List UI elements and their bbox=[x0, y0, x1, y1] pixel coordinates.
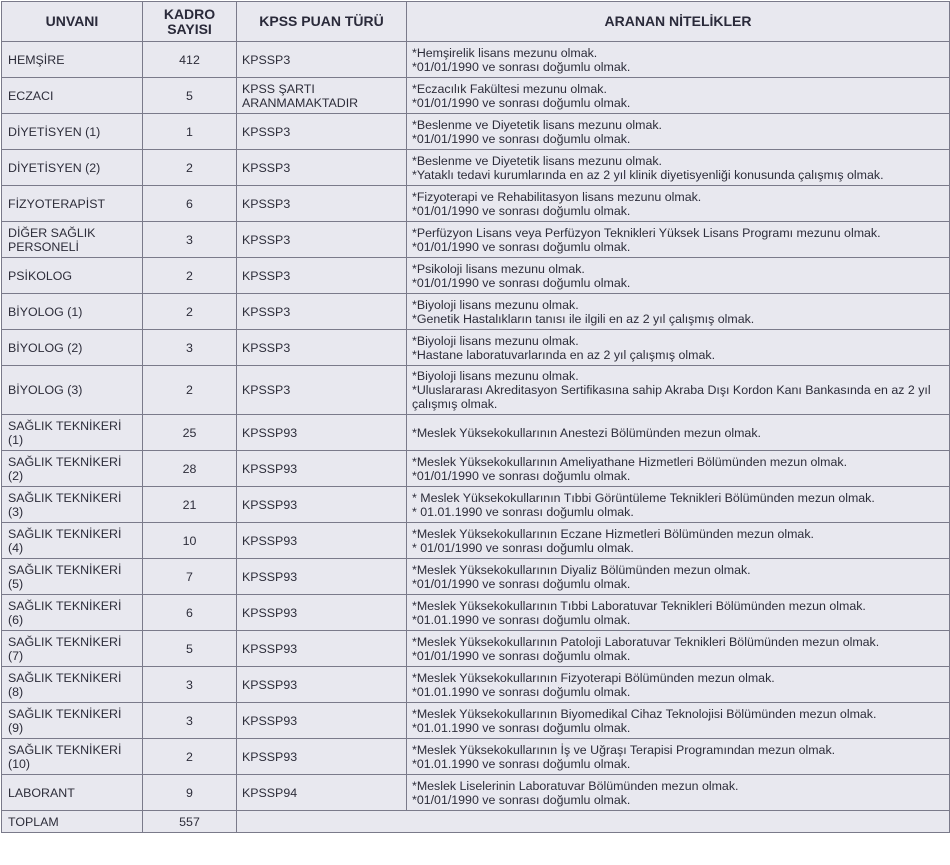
cell-count: 6 bbox=[143, 186, 237, 222]
qualification-line: *01/01/1990 ve sonrası doğumlu olmak. bbox=[412, 792, 631, 807]
table-row bbox=[2, 258, 950, 294]
cell-count: 3 bbox=[143, 330, 237, 366]
cell-kpss: KPSSP93 bbox=[237, 523, 407, 559]
table-row bbox=[2, 667, 950, 703]
qualification-line: *01/01/1990 ve sonrası doğumlu olmak. bbox=[412, 59, 631, 74]
cell-title: DİĞER SAĞLIK PERSONELİ bbox=[2, 222, 143, 258]
cell-title: HEMŞİRE bbox=[2, 42, 143, 78]
cell-count: 6 bbox=[143, 595, 237, 631]
qualification-line: *Meslek Yüksekokullarının İş ve Uğraşı Terapisi Programından mezun olmak. bbox=[412, 742, 836, 757]
qualification-line: *Meslek Yüksekokullarının Ameliyathane Hizmetleri Bölümünden mezun olmak. bbox=[412, 454, 848, 469]
cell-kpss: KPSSP93 bbox=[237, 739, 407, 775]
cell-count: 9 bbox=[143, 775, 237, 811]
positions-table bbox=[1, 1, 950, 833]
qualification-line: *Meslek Yüksekokullarının Biyomedikal Cihaz Teknolojisi Bölümünden mezun olmak. bbox=[412, 706, 877, 721]
total-row bbox=[2, 811, 950, 833]
cell-kpss: KPSSP93 bbox=[237, 595, 407, 631]
cell-qualifications bbox=[407, 78, 950, 114]
qualification-line: *01/01/1990 ve sonrası doğumlu olmak. bbox=[412, 648, 631, 663]
qualification-line: *Uluslararası Akreditasyon Sertifikasına sahip Akraba Dışı Kordon Kanı Bankasında en az 2 yıl çalışmış olmak. bbox=[412, 383, 931, 411]
qualification-line: *Beslenme ve Diyetetik lisans mezunu olmak. bbox=[412, 117, 662, 132]
cell-qualifications bbox=[407, 667, 950, 703]
cell-title: BİYOLOG (3) bbox=[2, 366, 143, 415]
cell-title: SAĞLIK TEKNİKERİ (1) bbox=[2, 415, 143, 451]
qualification-line: *01/01/1990 ve sonrası doğumlu olmak. bbox=[412, 468, 631, 483]
header-kpss: KPSS PUAN TÜRÜ bbox=[237, 2, 407, 42]
qualification-line: *01/01/1990 ve sonrası doğumlu olmak. bbox=[412, 275, 631, 290]
cell-count: 7 bbox=[143, 559, 237, 595]
cell-title: PSİKOLOG bbox=[2, 258, 143, 294]
qualification-line: *Genetik Hastalıkların tanısı ile ilgili en az 2 yıl çalışmış olmak. bbox=[412, 311, 755, 326]
qualification-line: *01/01/1990 ve sonrası doğumlu olmak. bbox=[412, 203, 631, 218]
cell-count: 412 bbox=[143, 42, 237, 78]
qualification-line: *Meslek Yüksekokullarının Diyaliz Bölümünden mezun olmak. bbox=[412, 562, 751, 577]
cell-kpss: KPSSP3 bbox=[237, 330, 407, 366]
cell-qualifications bbox=[407, 415, 950, 451]
table-row bbox=[2, 415, 950, 451]
table-row bbox=[2, 222, 950, 258]
cell-kpss: KPSSP3 bbox=[237, 258, 407, 294]
qualification-line: *Psikoloji lisans mezunu olmak. bbox=[412, 261, 585, 276]
cell-title: DİYETİSYEN (1) bbox=[2, 114, 143, 150]
cell-kpss: KPSS ŞARTI ARANMAMAKTADIR bbox=[237, 78, 407, 114]
cell-qualifications bbox=[407, 222, 950, 258]
cell-count: 2 bbox=[143, 294, 237, 330]
cell-title: SAĞLIK TEKNİKERİ (8) bbox=[2, 667, 143, 703]
cell-kpss: KPSSP3 bbox=[237, 150, 407, 186]
cell-qualifications bbox=[407, 595, 950, 631]
cell-kpss: KPSSP93 bbox=[237, 667, 407, 703]
cell-count: 5 bbox=[143, 631, 237, 667]
cell-qualifications bbox=[407, 703, 950, 739]
table-row bbox=[2, 186, 950, 222]
cell-qualifications bbox=[407, 487, 950, 523]
cell-count: 3 bbox=[143, 703, 237, 739]
table-row bbox=[2, 294, 950, 330]
table-row bbox=[2, 487, 950, 523]
cell-count: 2 bbox=[143, 150, 237, 186]
cell-title: SAĞLIK TEKNİKERİ (3) bbox=[2, 487, 143, 523]
cell-qualifications bbox=[407, 258, 950, 294]
cell-qualifications bbox=[407, 451, 950, 487]
cell-count: 21 bbox=[143, 487, 237, 523]
cell-kpss: KPSSP93 bbox=[237, 415, 407, 451]
qualification-line: *Hemşirelik lisans mezunu olmak. bbox=[412, 45, 598, 60]
table-row bbox=[2, 451, 950, 487]
header-title: UNVANI bbox=[2, 2, 143, 42]
cell-title: SAĞLIK TEKNİKERİ (5) bbox=[2, 559, 143, 595]
cell-qualifications bbox=[407, 523, 950, 559]
cell-count: 28 bbox=[143, 451, 237, 487]
cell-qualifications bbox=[407, 775, 950, 811]
cell-count: 25 bbox=[143, 415, 237, 451]
cell-qualifications bbox=[407, 114, 950, 150]
table-row bbox=[2, 739, 950, 775]
qualification-line: *01.01.1990 ve sonrası doğumlu olmak. bbox=[412, 612, 631, 627]
header-qualifications: ARANAN NİTELİKLER bbox=[407, 2, 950, 42]
qualification-line: *Meslek Yüksekokullarının Tıbbi Laboratuvar Teknikleri Bölümünden mezun olmak. bbox=[412, 598, 866, 613]
qualification-line: *Meslek Yüksekokullarının Anestezi Bölümünden mezun olmak. bbox=[412, 425, 761, 440]
header-count: KADRO SAYISI bbox=[143, 2, 237, 42]
qualification-line: *Yataklı tedavi kurumlarında en az 2 yıl klinik diyetisyenliği konusunda çalışmış olmak. bbox=[412, 167, 884, 182]
total-count: 557 bbox=[143, 811, 237, 833]
cell-qualifications bbox=[407, 186, 950, 222]
table-row bbox=[2, 703, 950, 739]
qualification-line: *Hastane laboratuvarlarında en az 2 yıl çalışmış olmak. bbox=[412, 347, 716, 362]
cell-count: 2 bbox=[143, 366, 237, 415]
cell-kpss: KPSSP3 bbox=[237, 114, 407, 150]
table-row bbox=[2, 523, 950, 559]
qualification-line: *Biyoloji lisans mezunu olmak. bbox=[412, 297, 579, 312]
cell-title: DİYETİSYEN (2) bbox=[2, 150, 143, 186]
cell-kpss: KPSSP93 bbox=[237, 487, 407, 523]
cell-qualifications bbox=[407, 150, 950, 186]
qualification-line: *Biyoloji lisans mezunu olmak. bbox=[412, 369, 579, 383]
cell-title: ECZACI bbox=[2, 78, 143, 114]
table-row bbox=[2, 150, 950, 186]
cell-kpss: KPSSP3 bbox=[237, 294, 407, 330]
qualification-line: *Meslek Liselerinin Laboratuvar Bölümünden mezun olmak. bbox=[412, 778, 739, 793]
cell-qualifications bbox=[407, 559, 950, 595]
cell-title: SAĞLIK TEKNİKERİ (9) bbox=[2, 703, 143, 739]
table-row bbox=[2, 631, 950, 667]
cell-kpss: KPSSP3 bbox=[237, 42, 407, 78]
cell-count: 1 bbox=[143, 114, 237, 150]
qualification-line: *Meslek Yüksekokullarının Patoloji Laboratuvar Teknikleri Bölümünden mezun olmak. bbox=[412, 634, 880, 649]
table-row bbox=[2, 42, 950, 78]
table-row bbox=[2, 775, 950, 811]
cell-qualifications bbox=[407, 631, 950, 667]
cell-kpss: KPSSP3 bbox=[237, 222, 407, 258]
cell-kpss: KPSSP3 bbox=[237, 366, 407, 415]
qualification-line: *Eczacılık Fakültesi mezunu olmak. bbox=[412, 81, 607, 96]
cell-qualifications bbox=[407, 366, 950, 415]
qualification-line: * 01.01.1990 ve sonrası doğumlu olmak. bbox=[412, 504, 634, 519]
cell-title: BİYOLOG (1) bbox=[2, 294, 143, 330]
cell-title: SAĞLIK TEKNİKERİ (10) bbox=[2, 739, 143, 775]
table-row bbox=[2, 114, 950, 150]
cell-count: 5 bbox=[143, 78, 237, 114]
cell-title: LABORANT bbox=[2, 775, 143, 811]
cell-title: SAĞLIK TEKNİKERİ (6) bbox=[2, 595, 143, 631]
cell-title: SAĞLIK TEKNİKERİ (7) bbox=[2, 631, 143, 667]
qualification-line: * Meslek Yüksekokullarının Tıbbi Görüntüleme Teknikleri Bölümünden mezun olmak. bbox=[412, 490, 875, 505]
qualification-line: *01.01.1990 ve sonrası doğumlu olmak. bbox=[412, 756, 631, 771]
cell-title: SAĞLIK TEKNİKERİ (2) bbox=[2, 451, 143, 487]
qualification-line: *Fizyoterapi ve Rehabilitasyon lisans mezunu olmak. bbox=[412, 189, 702, 204]
qualification-line: *Beslenme ve Diyetetik lisans mezunu olmak. bbox=[412, 153, 662, 168]
cell-qualifications bbox=[407, 294, 950, 330]
qualification-line: *01.01.1990 ve sonrası doğumlu olmak. bbox=[412, 720, 631, 735]
qualification-line: *Meslek Yüksekokullarının Eczane Hizmetleri Bölümünden mezun olmak. bbox=[412, 526, 814, 541]
qualification-line: *01/01/1990 ve sonrası doğumlu olmak. bbox=[412, 131, 631, 146]
table-header-row bbox=[2, 2, 950, 42]
total-empty-cell bbox=[237, 811, 950, 833]
cell-count: 10 bbox=[143, 523, 237, 559]
cell-count: 2 bbox=[143, 258, 237, 294]
cell-qualifications bbox=[407, 739, 950, 775]
qualification-line: *01.01.1990 ve sonrası doğumlu olmak. bbox=[412, 684, 631, 699]
cell-title: BİYOLOG (2) bbox=[2, 330, 143, 366]
cell-qualifications bbox=[407, 330, 950, 366]
table-row bbox=[2, 78, 950, 114]
qualification-line: *01/01/1990 ve sonrası doğumlu olmak. bbox=[412, 239, 631, 254]
cell-kpss: KPSSP94 bbox=[237, 775, 407, 811]
table-row bbox=[2, 559, 950, 595]
qualification-line: *Perfüzyon Lisans veya Perfüzyon Teknikleri Yüksek Lisans Programı mezunu olmak. bbox=[412, 225, 881, 240]
qualification-line: *01/01/1990 ve sonrası doğumlu olmak. bbox=[412, 576, 631, 591]
qualification-line: *01/01/1990 ve sonrası doğumlu olmak. bbox=[412, 95, 631, 110]
cell-kpss: KPSSP93 bbox=[237, 703, 407, 739]
cell-kpss: KPSSP3 bbox=[237, 186, 407, 222]
table-row bbox=[2, 595, 950, 631]
cell-qualifications bbox=[407, 42, 950, 78]
total-label: TOPLAM bbox=[2, 811, 143, 833]
cell-title: FİZYOTERAPİST bbox=[2, 186, 143, 222]
cell-kpss: KPSSP93 bbox=[237, 451, 407, 487]
cell-count: 3 bbox=[143, 222, 237, 258]
qualification-line: *Biyoloji lisans mezunu olmak. bbox=[412, 333, 579, 348]
cell-kpss: KPSSP93 bbox=[237, 631, 407, 667]
cell-title: SAĞLIK TEKNİKERİ (4) bbox=[2, 523, 143, 559]
qualification-line: *Meslek Yüksekokullarının Fizyoterapi Bölümünden mezun olmak. bbox=[412, 670, 775, 685]
cell-count: 3 bbox=[143, 667, 237, 703]
table-row bbox=[2, 330, 950, 366]
qualification-line: * 01/01/1990 ve sonrası doğumlu olmak. bbox=[412, 540, 634, 555]
cell-count: 2 bbox=[143, 739, 237, 775]
table-row bbox=[2, 366, 950, 415]
cell-kpss: KPSSP93 bbox=[237, 559, 407, 595]
